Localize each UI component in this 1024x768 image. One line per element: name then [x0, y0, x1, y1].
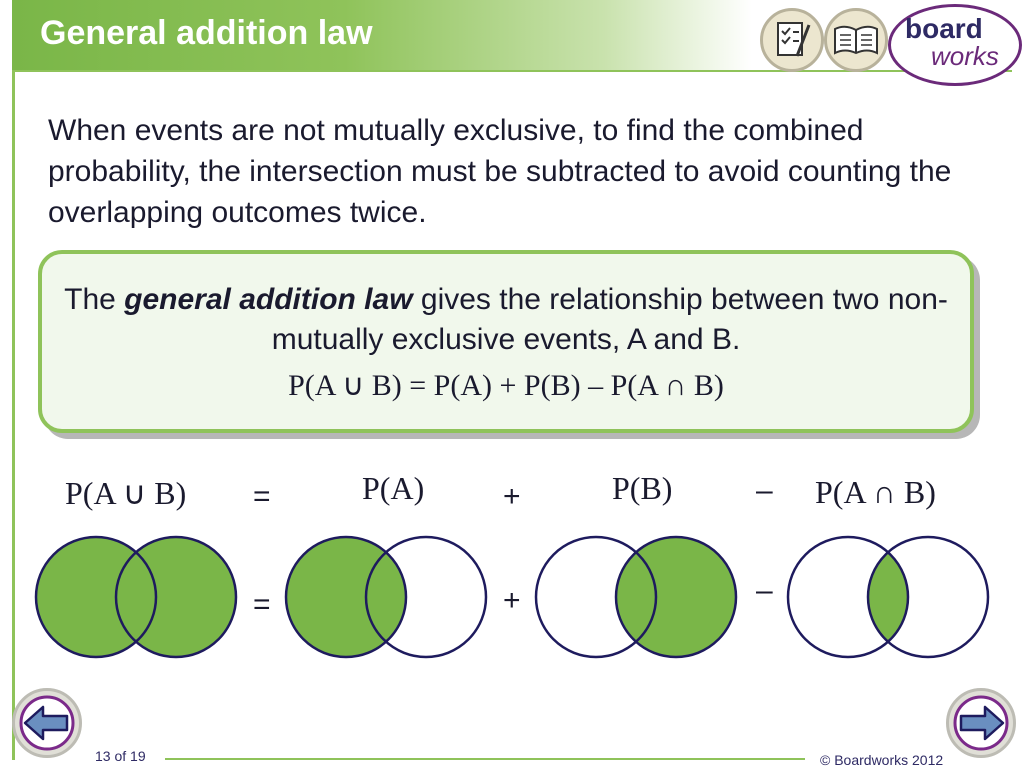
book-icon[interactable] — [824, 8, 888, 72]
left-divider — [12, 70, 15, 760]
title-bar — [12, 0, 752, 70]
diagram-operator-plus: + — [503, 584, 521, 617]
venn-a-diagram — [284, 532, 494, 662]
equation-operator-minus: – — [756, 474, 773, 507]
equation-operator-equals: = — [253, 480, 271, 513]
next-slide-button[interactable] — [946, 688, 1016, 758]
definition-pre: The — [64, 283, 125, 316]
diagram-operator-minus: – — [756, 574, 773, 607]
definition-term: general addition law — [124, 283, 413, 316]
equation-operator-plus: + — [503, 480, 521, 513]
definition-formula: P(A ∪ B) = P(A) + P(B) – P(A ∩ B) — [288, 369, 724, 402]
previous-slide-button[interactable] — [12, 688, 82, 758]
page-title: General addition law — [40, 14, 373, 52]
boardworks-logo — [888, 4, 1022, 86]
diagram-operator-equals: = — [253, 588, 271, 621]
definition-box — [38, 250, 974, 433]
copyright: © Boardworks 2012 — [820, 752, 944, 768]
bottom-divider — [165, 758, 805, 760]
label-union: P(A ∪ B) — [65, 475, 187, 511]
label-a: P(A) — [362, 470, 425, 506]
definition-text — [62, 280, 950, 360]
page-number: 13 of 19 — [95, 748, 146, 764]
logo-text-works: works — [931, 41, 999, 71]
definition-post: gives the relationship between two non-mutually exclusive events, A and B. — [271, 283, 948, 356]
logo-text-board: board — [905, 13, 983, 44]
worksheet-icon[interactable] — [760, 8, 824, 72]
previous-arrow-icon — [15, 691, 79, 755]
venn-b-diagram — [534, 532, 744, 662]
next-arrow-icon — [949, 691, 1013, 755]
intro-text: When events are not mutually exclusive, to find the combined probability, the intersection must be subtracted to avoid counting the overlapping outcomes twice. — [48, 114, 952, 229]
venn-intersection-diagram — [786, 532, 996, 662]
venn-union-diagram — [34, 532, 244, 662]
label-intersection: P(A ∩ B) — [815, 474, 936, 510]
label-b: P(B) — [612, 470, 673, 506]
